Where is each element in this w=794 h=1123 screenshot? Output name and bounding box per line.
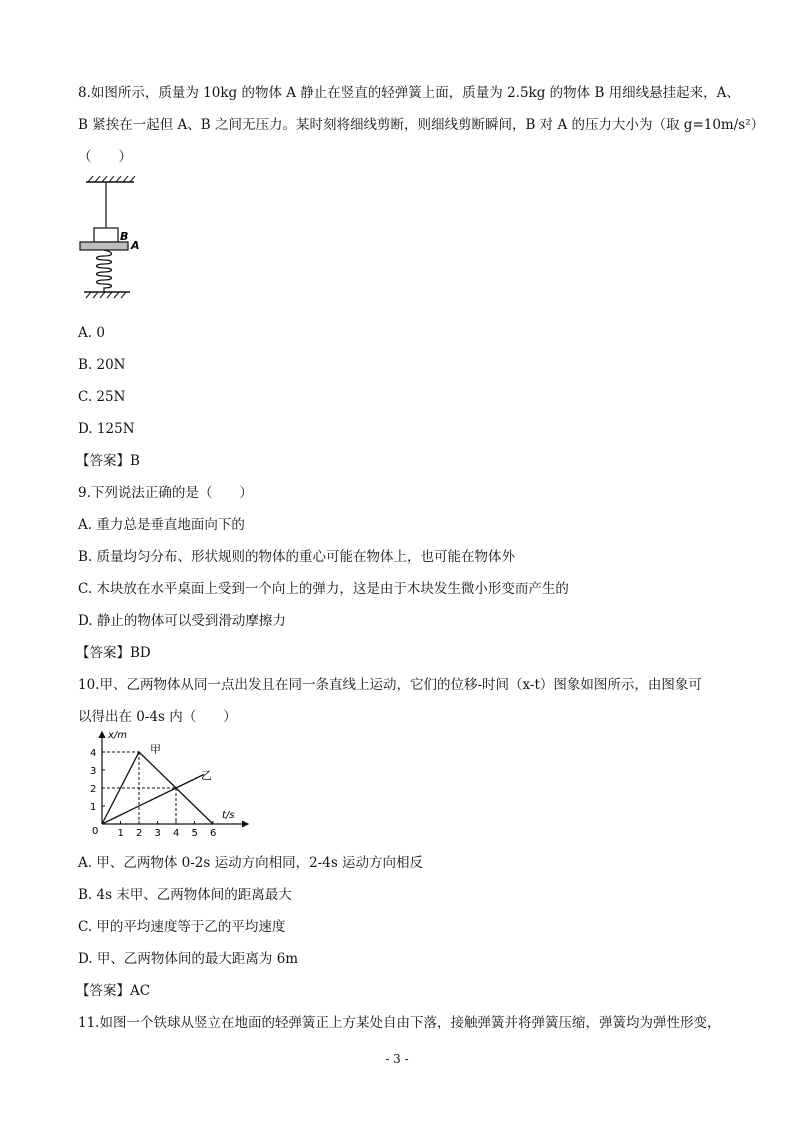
page-number: - 3 - bbox=[385, 1052, 409, 1066]
x-tick-label: 5 bbox=[191, 828, 198, 839]
x-axis-label: t/s bbox=[222, 810, 235, 821]
series-yi-label: 乙 bbox=[201, 769, 212, 782]
y-tick-label: 2 bbox=[90, 784, 97, 795]
spring-block-figure bbox=[76, 176, 156, 300]
x-tick-label: 4 bbox=[173, 828, 180, 839]
y-tick-label: 4 bbox=[90, 748, 97, 759]
series-jia-label: 甲 bbox=[150, 743, 161, 756]
q8-answer: 【答案】B bbox=[76, 453, 140, 469]
q8-option-a: A. 0 bbox=[78, 325, 105, 341]
label-b: B bbox=[120, 230, 129, 243]
q9-option-c: C. 木块放在水平桌面上受到一个向上的弹力，这是由于木块发生微小形变而产生的 bbox=[78, 581, 569, 597]
q10-option-b: B. 4s 末甲、乙两物体间的距离最大 bbox=[78, 887, 292, 903]
q9-option-a: A. 重力总是垂直地面向下的 bbox=[78, 517, 245, 533]
q9-option-b: B. 质量均匀分布、形状规则的物体的重心可能在物体上，也可能在物体外 bbox=[78, 549, 516, 565]
q11-stem-line1: 11.如图一个铁球从竖立在地面的轻弹簧正上方某处自由下落，接触弹簧并将弹簧压缩，弹簧均为弹性形变， bbox=[78, 1015, 721, 1031]
q10-option-d: D. 甲、乙两物体间的最大距离为 6m bbox=[78, 951, 299, 967]
q10-option-c: C. 甲的平均速度等于乙的平均速度 bbox=[78, 919, 286, 935]
q10-option-a: A. 甲、乙两物体 0-2s 运动方向相同，2-4s 运动方向相反 bbox=[78, 855, 424, 871]
q8-paren: （ ） bbox=[78, 149, 132, 165]
q10-stem-line1: 10.甲、乙两物体从同一点出发且在同一条直线上运动，它们的位移-时间（x-t）图象如图所示，由图象可 bbox=[78, 677, 702, 693]
x-tick-label: 2 bbox=[136, 828, 143, 839]
q9-answer: 【答案】BD bbox=[76, 645, 151, 661]
q8-stem-line2: B 紧挨在一起但 A、B 之间无压力。某时刻将细线剪断，则细线剪断瞬间，B 对 A 的压力大小为（取 g=10m/s²） bbox=[78, 117, 765, 133]
q10-answer: 【答案】AC bbox=[76, 983, 151, 999]
x-tick-label: 3 bbox=[154, 828, 161, 839]
x-tick-label: 1 bbox=[117, 828, 124, 839]
q9-option-d: D. 静止的物体可以受到滑动摩擦力 bbox=[78, 613, 286, 629]
y-tick-label: 1 bbox=[90, 802, 97, 813]
q10-stem-line2: 以得出在 0-4s 内（ ） bbox=[78, 709, 237, 725]
q9-stem: 9.下列说法正确的是（ ） bbox=[78, 485, 253, 501]
q8-option-d: D. 125N bbox=[78, 421, 135, 437]
q8-option-b: B. 20N bbox=[78, 357, 126, 373]
label-a: A bbox=[131, 239, 140, 252]
y-axis-label: x/m bbox=[108, 730, 128, 741]
x-tick-label: 6 bbox=[210, 828, 217, 839]
xt-graph bbox=[88, 728, 258, 840]
q8-option-c: C. 25N bbox=[78, 389, 126, 405]
q8-stem-line1: 8.如图所示，质量为 10kg 的物体 A 静止在竖直的轻弹簧上面，质量为 2.5kg 的物体 B 用细线悬挂起来，A、 bbox=[78, 85, 740, 101]
y-tick-label: 3 bbox=[90, 766, 97, 777]
origin-label: 0 bbox=[92, 826, 99, 837]
